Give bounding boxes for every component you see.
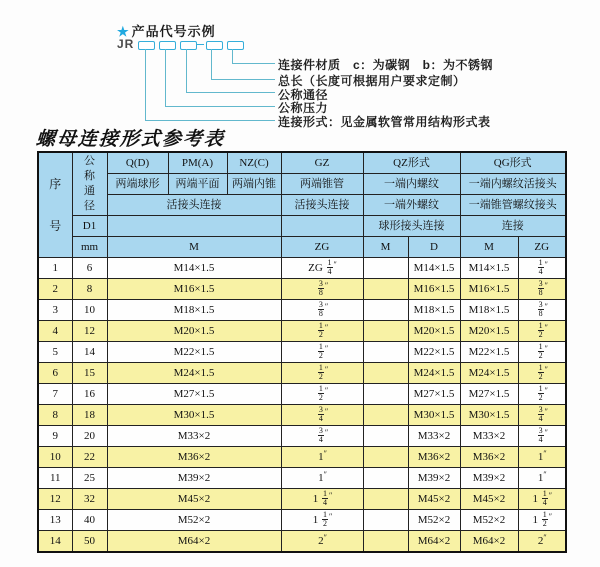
- diagram-label-pressure: 公称压力: [278, 101, 329, 115]
- cell-gz-zg: 1 $\frac{1}{2}$ ″: [281, 510, 363, 531]
- header-union-connect-left: 活接头连接: [107, 195, 281, 216]
- table-row: [38, 510, 566, 531]
- star-icon: ★: [117, 24, 130, 39]
- cell-m-thread: M39×2: [107, 468, 281, 489]
- cell-qz-d: M20×1.5: [408, 321, 460, 342]
- header-gz-desc: 两端锥管: [281, 174, 363, 195]
- table-row: [38, 489, 566, 510]
- cell-qg-zg: 1″: [518, 468, 566, 489]
- cell-serial: 13: [38, 510, 72, 531]
- cell-mm: 18: [72, 405, 107, 426]
- code-box-3: [180, 41, 197, 50]
- cell-mm: 6: [72, 258, 107, 279]
- cell-gz-zg: ZG $\frac{1}{4}$ ″: [281, 258, 363, 279]
- header-nominal-diameter: 公称通径: [72, 152, 107, 216]
- code-dash: [197, 44, 204, 45]
- cell-qz-m: [363, 531, 408, 553]
- cell-gz-zg: $\frac{1}{2}$ ″: [281, 363, 363, 384]
- header-empty-left: [107, 216, 281, 237]
- cell-qz-m: [363, 258, 408, 279]
- header-unit-zg-gz: ZG: [281, 237, 363, 258]
- cell-serial: 1: [38, 258, 72, 279]
- nut-connection-reference-table: [37, 151, 567, 553]
- cell-qz-d: M27×1.5: [408, 384, 460, 405]
- cell-gz-zg: 1″: [281, 447, 363, 468]
- cell-qz-d: M39×2: [408, 468, 460, 489]
- connector-line: [211, 49, 212, 79]
- cell-m-thread: M52×2: [107, 510, 281, 531]
- header-qz-row2: 一端内螺纹: [363, 174, 460, 195]
- section-title: 螺母连接形式参考表: [35, 128, 226, 150]
- cell-qg-m: M36×2: [460, 447, 518, 468]
- connector-line: [186, 49, 187, 92]
- cell-gz-zg: $\frac{3}{8}$ ″: [281, 279, 363, 300]
- connector-line: [145, 120, 275, 121]
- table-row: [38, 321, 566, 342]
- cell-gz-zg: $\frac{1}{2}$ ″: [281, 342, 363, 363]
- header-qg-title: QG形式: [460, 152, 566, 174]
- header-pm-code: PM(A): [168, 152, 227, 174]
- cell-qz-d: M16×1.5: [408, 279, 460, 300]
- table-row: [38, 447, 566, 468]
- header-qg-row3: 一端锥管螺纹接头: [460, 195, 566, 216]
- table-row: [38, 258, 566, 279]
- cell-qz-d: M30×1.5: [408, 405, 460, 426]
- cell-qz-m: [363, 405, 408, 426]
- header-unit-qg-m: M: [460, 237, 518, 258]
- cell-m-thread: M36×2: [107, 447, 281, 468]
- cell-qg-zg: $\frac{3}{8}$ ″: [518, 300, 566, 321]
- cell-m-thread: M20×1.5: [107, 321, 281, 342]
- code-box-1: [138, 41, 155, 50]
- cell-m-thread: M64×2: [107, 531, 281, 553]
- cell-mm: 12: [72, 321, 107, 342]
- cell-mm: 10: [72, 300, 107, 321]
- cell-mm: 16: [72, 384, 107, 405]
- cell-serial: 9: [38, 426, 72, 447]
- cell-gz-zg: $\frac{3}{4}$ ″: [281, 405, 363, 426]
- cell-gz-zg: $\frac{3}{4}$ ″: [281, 426, 363, 447]
- cell-m-thread: M33×2: [107, 426, 281, 447]
- cell-m-thread: M24×1.5: [107, 363, 281, 384]
- header-unit-m-wide: M: [107, 237, 281, 258]
- cell-qz-m: [363, 279, 408, 300]
- cell-qz-m: [363, 384, 408, 405]
- cell-qg-m: M18×1.5: [460, 300, 518, 321]
- cell-qg-zg: 1 $\frac{1}{4}$ ″: [518, 489, 566, 510]
- cell-m-thread: M27×1.5: [107, 384, 281, 405]
- header-qz-row4: 球形接头连接: [363, 216, 460, 237]
- cell-mm: 14: [72, 342, 107, 363]
- header-nz-desc: 两端内锥: [227, 174, 281, 195]
- cell-qz-d: M24×1.5: [408, 363, 460, 384]
- cell-qg-m: M16×1.5: [460, 279, 518, 300]
- connector-line: [186, 92, 275, 93]
- cell-qz-d: M33×2: [408, 426, 460, 447]
- cell-qg-zg: $\frac{1}{2}$ ″: [518, 363, 566, 384]
- cell-serial: 5: [38, 342, 72, 363]
- table-row: [38, 279, 566, 300]
- cell-qg-zg: $\frac{1}{2}$ ″: [518, 384, 566, 405]
- cell-qg-zg: $\frac{3}{4}$ ″: [518, 426, 566, 447]
- header-unit-qz-d: D: [408, 237, 460, 258]
- table-row: [38, 384, 566, 405]
- header-unit-qg-zg: ZG: [518, 237, 566, 258]
- table-row: [38, 405, 566, 426]
- header-row-3: [38, 195, 566, 216]
- cell-mm: 50: [72, 531, 107, 553]
- cell-qz-d: M36×2: [408, 447, 460, 468]
- cell-qz-d: M52×2: [408, 510, 460, 531]
- cell-qg-m: M22×1.5: [460, 342, 518, 363]
- cell-qz-d: M18×1.5: [408, 300, 460, 321]
- header-serial: 序号: [38, 152, 72, 258]
- header-row-4: [38, 216, 566, 237]
- cell-qz-m: [363, 300, 408, 321]
- diagram-label-connection: 连接形式：见金属软管常用结构形式表: [278, 115, 491, 129]
- product-code-heading-text: 产品代号示例: [131, 24, 216, 39]
- cell-serial: 7: [38, 384, 72, 405]
- header-mm: mm: [72, 237, 107, 258]
- cell-serial: 10: [38, 447, 72, 468]
- diagram-label-length: 总长（长度可根据用户要求定制）: [278, 74, 466, 88]
- cell-gz-zg: $\frac{1}{2}$ ″: [281, 321, 363, 342]
- code-prefix: JR: [117, 37, 135, 51]
- connector-line: [165, 106, 275, 107]
- connector-line: [232, 49, 233, 63]
- cell-m-thread: M14×1.5: [107, 258, 281, 279]
- code-box-2: [159, 41, 176, 50]
- cell-qg-m: M33×2: [460, 426, 518, 447]
- cell-qg-zg: $\frac{3}{4}$ ″: [518, 405, 566, 426]
- cell-qg-zg: $\frac{1}{2}$ ″: [518, 342, 566, 363]
- cell-qg-zg: 2″: [518, 531, 566, 553]
- cell-qz-m: [363, 363, 408, 384]
- header-row-1: [38, 152, 566, 174]
- table-row: [38, 468, 566, 489]
- cell-serial: 14: [38, 531, 72, 553]
- cell-qg-zg: $\frac{3}{8}$ ″: [518, 279, 566, 300]
- connector-line: [211, 79, 275, 80]
- header-row-2: [38, 174, 566, 195]
- cell-m-thread: M45×2: [107, 489, 281, 510]
- code-box-5: [227, 41, 244, 50]
- cell-qz-m: [363, 468, 408, 489]
- cell-qz-m: [363, 510, 408, 531]
- cell-qg-zg: 1 $\frac{1}{2}$ ″: [518, 510, 566, 531]
- cell-qg-m: M24×1.5: [460, 363, 518, 384]
- cell-mm: 20: [72, 426, 107, 447]
- header-nz-code: NZ(C): [227, 152, 281, 174]
- header-pm-desc: 两端平面: [168, 174, 227, 195]
- cell-qg-m: M27×1.5: [460, 384, 518, 405]
- cell-qz-m: [363, 447, 408, 468]
- header-empty-gz: [281, 216, 363, 237]
- cell-qg-zg: $\frac{1}{4}$ ″: [518, 258, 566, 279]
- header-qg-row4: 连接: [460, 216, 566, 237]
- cell-qg-m: M52×2: [460, 510, 518, 531]
- connector-line: [165, 49, 166, 106]
- cell-qz-d: M22×1.5: [408, 342, 460, 363]
- cell-mm: 15: [72, 363, 107, 384]
- cell-qg-m: M39×2: [460, 468, 518, 489]
- cell-serial: 11: [38, 468, 72, 489]
- connector-line: [145, 49, 146, 120]
- cell-mm: 22: [72, 447, 107, 468]
- cell-mm: 25: [72, 468, 107, 489]
- cell-gz-zg: $\frac{1}{2}$ ″: [281, 384, 363, 405]
- cell-qz-m: [363, 426, 408, 447]
- cell-gz-zg: 1 $\frac{1}{4}$ ″: [281, 489, 363, 510]
- cell-serial: 12: [38, 489, 72, 510]
- cell-qg-m: M14×1.5: [460, 258, 518, 279]
- cell-qg-zg: 1″: [518, 447, 566, 468]
- cell-gz-zg: 2″: [281, 531, 363, 553]
- cell-serial: 6: [38, 363, 72, 384]
- cell-gz-zg: $\frac{3}{8}$ ″: [281, 300, 363, 321]
- cell-mm: 8: [72, 279, 107, 300]
- header-union-connect-gz: 活接头连接: [281, 195, 363, 216]
- header-qz-title: QZ形式: [363, 152, 460, 174]
- cell-mm: 40: [72, 510, 107, 531]
- cell-qg-m: M30×1.5: [460, 405, 518, 426]
- cell-m-thread: M16×1.5: [107, 279, 281, 300]
- header-row-5: [38, 237, 566, 258]
- table-row: [38, 531, 566, 553]
- cell-qg-m: M64×2: [460, 531, 518, 553]
- cell-qz-d: M14×1.5: [408, 258, 460, 279]
- table-row: [38, 300, 566, 321]
- code-box-4: [206, 41, 223, 50]
- cell-m-thread: M18×1.5: [107, 300, 281, 321]
- cell-m-thread: M30×1.5: [107, 405, 281, 426]
- header-d1: D1: [72, 216, 107, 237]
- diagram-label-diameter: 公称通径: [278, 88, 329, 102]
- diagram-label-material: 连接件材质 c：为碳钢 b：为不锈钢: [278, 58, 494, 72]
- connector-line: [232, 63, 275, 64]
- cell-m-thread: M22×1.5: [107, 342, 281, 363]
- cell-qz-d: M45×2: [408, 489, 460, 510]
- cell-serial: 4: [38, 321, 72, 342]
- header-unit-qz-m: M: [363, 237, 408, 258]
- cell-serial: 3: [38, 300, 72, 321]
- cell-qz-m: [363, 321, 408, 342]
- table-row: [38, 426, 566, 447]
- header-q-code: Q(D): [107, 152, 168, 174]
- cell-qz-m: [363, 489, 408, 510]
- cell-mm: 32: [72, 489, 107, 510]
- cell-qg-m: M45×2: [460, 489, 518, 510]
- header-gz-code: GZ: [281, 152, 363, 174]
- header-qz-row3: 一端外螺纹: [363, 195, 460, 216]
- table-body: [38, 258, 566, 553]
- cell-qg-zg: $\frac{1}{2}$ ″: [518, 321, 566, 342]
- cell-gz-zg: 1″: [281, 468, 363, 489]
- cell-serial: 2: [38, 279, 72, 300]
- header-qg-row2: 一端内螺纹活接头: [460, 174, 566, 195]
- cell-qz-m: [363, 342, 408, 363]
- cell-qg-m: M20×1.5: [460, 321, 518, 342]
- cell-serial: 8: [38, 405, 72, 426]
- header-q-desc: 两端球形: [107, 174, 168, 195]
- cell-qz-d: M64×2: [408, 531, 460, 553]
- table-row: [38, 363, 566, 384]
- table-row: [38, 342, 566, 363]
